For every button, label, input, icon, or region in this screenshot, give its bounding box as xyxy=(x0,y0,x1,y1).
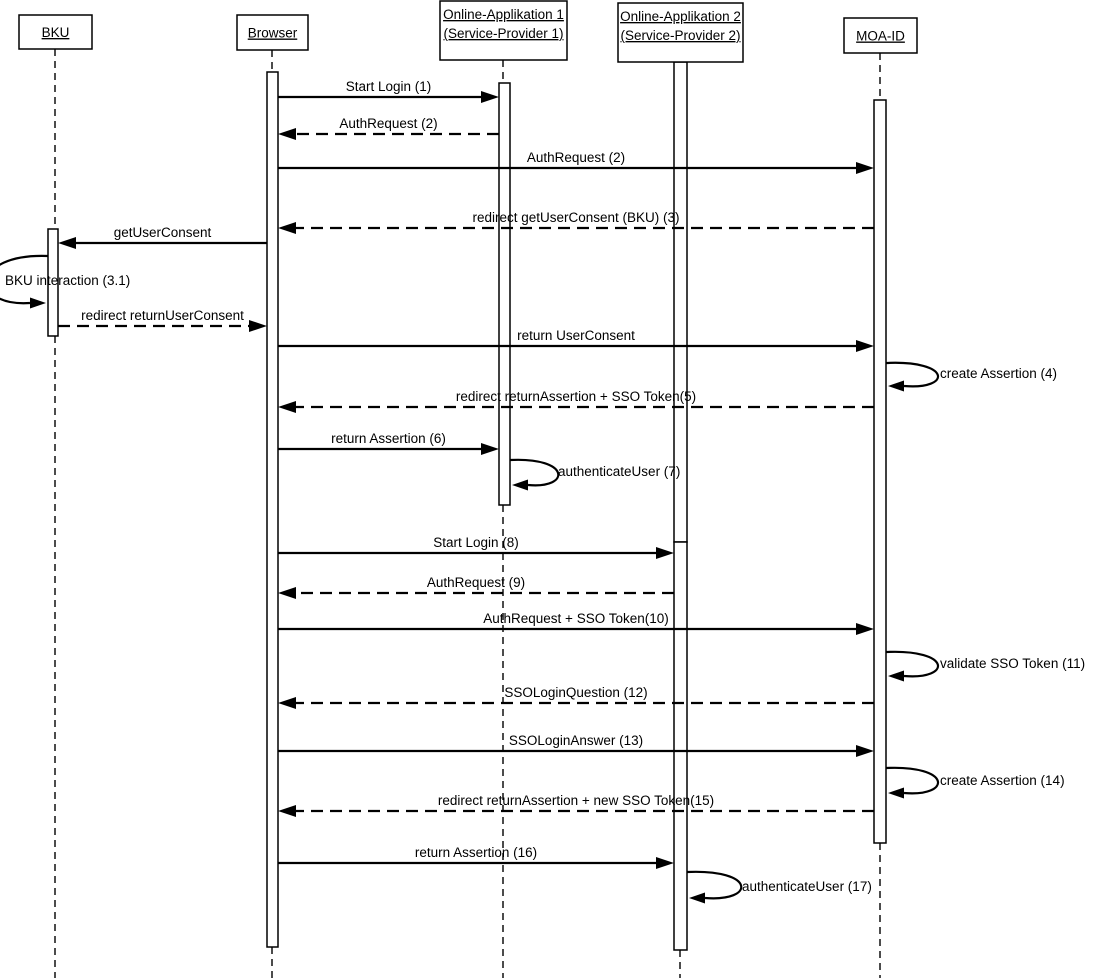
actor-label: (Service-Provider 2) xyxy=(620,28,741,43)
self-message-label: authenticateUser (7) xyxy=(558,464,681,479)
arrowhead-icon xyxy=(278,697,296,709)
self-message-moaid-4 xyxy=(886,652,1085,682)
arrowhead-icon xyxy=(888,671,904,682)
message-label: return Assertion (16) xyxy=(414,845,538,860)
arrowhead-icon xyxy=(689,893,705,904)
message-label: AuthRequest (2) xyxy=(526,150,626,165)
actor-label: MOA-ID xyxy=(856,28,905,44)
message-15-moaid-to-browser xyxy=(278,793,874,817)
activation-bar-browser xyxy=(267,72,278,947)
arrowhead-icon xyxy=(856,623,874,635)
message-12-browser-to-moaid xyxy=(278,611,874,635)
arrowhead-icon xyxy=(278,128,296,140)
self-message-moaid-2 xyxy=(886,363,1057,392)
arrowhead-icon xyxy=(856,745,874,757)
arrowhead-icon xyxy=(249,320,267,332)
arrowhead-icon xyxy=(888,788,904,799)
arrowhead-icon xyxy=(656,547,674,559)
arrowhead-icon xyxy=(888,381,904,392)
activation-bar-moaid xyxy=(874,100,886,843)
message-5-browser-to-bku xyxy=(58,225,267,249)
activation-bar-oa2 xyxy=(674,542,687,950)
message-label: redirect returnAssertion + SSO Token(5) xyxy=(455,389,697,404)
message-9-browser-to-oa1 xyxy=(278,431,499,455)
actor-moaid xyxy=(844,18,917,53)
self-message-label: create Assertion (14) xyxy=(940,773,1065,788)
arrowhead-icon xyxy=(278,587,296,599)
arrowhead-icon xyxy=(30,298,46,309)
self-message-label: authenticateUser (17) xyxy=(742,879,872,894)
message-10-browser-to-oa2 xyxy=(278,535,674,559)
message-3-browser-to-moaid xyxy=(278,150,874,174)
actor-label: Online-Applikation 2 xyxy=(620,9,741,24)
message-label: AuthRequest (2) xyxy=(339,116,438,131)
message-label: redirect returnAssertion + new SSO Token(15) xyxy=(437,793,715,808)
message-6-bku-to-browser xyxy=(58,308,267,332)
message-label: redirect getUserConsent (BKU) (3) xyxy=(472,210,680,225)
actor-label: Browser xyxy=(247,25,298,41)
arrowhead-icon xyxy=(278,805,296,817)
message-11-oa2-to-browser xyxy=(278,575,674,599)
actor-oa1 xyxy=(440,1,567,60)
arrowhead-icon xyxy=(481,91,499,103)
arrowhead-icon xyxy=(512,480,528,491)
arrowhead-icon xyxy=(58,237,76,249)
message-7-browser-to-moaid xyxy=(278,328,874,352)
message-label: Start Login (8) xyxy=(433,535,519,550)
message-2-oa1-to-browser xyxy=(278,116,499,140)
message-16-browser-to-oa2 xyxy=(278,845,674,869)
message-14-browser-to-moaid xyxy=(278,733,874,757)
message-4-moaid-to-browser xyxy=(278,210,874,234)
message-1-browser-to-oa1 xyxy=(278,79,499,103)
arrowhead-icon xyxy=(278,222,296,234)
actor-label: (Service-Provider 1) xyxy=(443,26,564,41)
message-label: SSOLoginQuestion (12) xyxy=(504,685,648,700)
message-label: SSOLoginAnswer (13) xyxy=(508,733,644,748)
self-message-label: BKU interaction (3.1) xyxy=(5,273,131,288)
arrowhead-icon xyxy=(656,857,674,869)
actor-browser xyxy=(237,15,308,50)
message-label: getUserConsent xyxy=(113,225,212,240)
self-message-oa2-6 xyxy=(687,872,872,904)
actor-oa2 xyxy=(618,3,743,62)
message-label: return Assertion (6) xyxy=(331,431,446,446)
self-message-moaid-5 xyxy=(886,768,1065,799)
self-message-bku-1 xyxy=(0,256,130,309)
message-label: return UserConsent xyxy=(517,328,635,343)
message-label: Start Login (1) xyxy=(345,79,432,94)
arrowhead-icon xyxy=(856,162,874,174)
actor-label: BKU xyxy=(41,25,70,40)
self-message-label: validate SSO Token (11) xyxy=(940,656,1086,671)
activation-bar-oa1 xyxy=(499,83,510,505)
self-message-label: create Assertion (4) xyxy=(940,366,1058,381)
message-label: redirect returnUserConsent xyxy=(81,308,244,323)
message-label: AuthRequest + SSO Token(10) xyxy=(483,611,669,626)
actor-bku xyxy=(19,15,92,49)
message-8-moaid-to-browser xyxy=(278,389,874,413)
arrowhead-icon xyxy=(481,443,499,455)
arrowhead-icon xyxy=(278,401,296,413)
self-message-oa1-3 xyxy=(510,460,680,491)
message-13-moaid-to-browser xyxy=(278,685,874,709)
actor-label: Online-Applikation 1 xyxy=(443,7,564,22)
arrowhead-icon xyxy=(856,340,874,352)
message-label: AuthRequest (9) xyxy=(426,575,526,590)
